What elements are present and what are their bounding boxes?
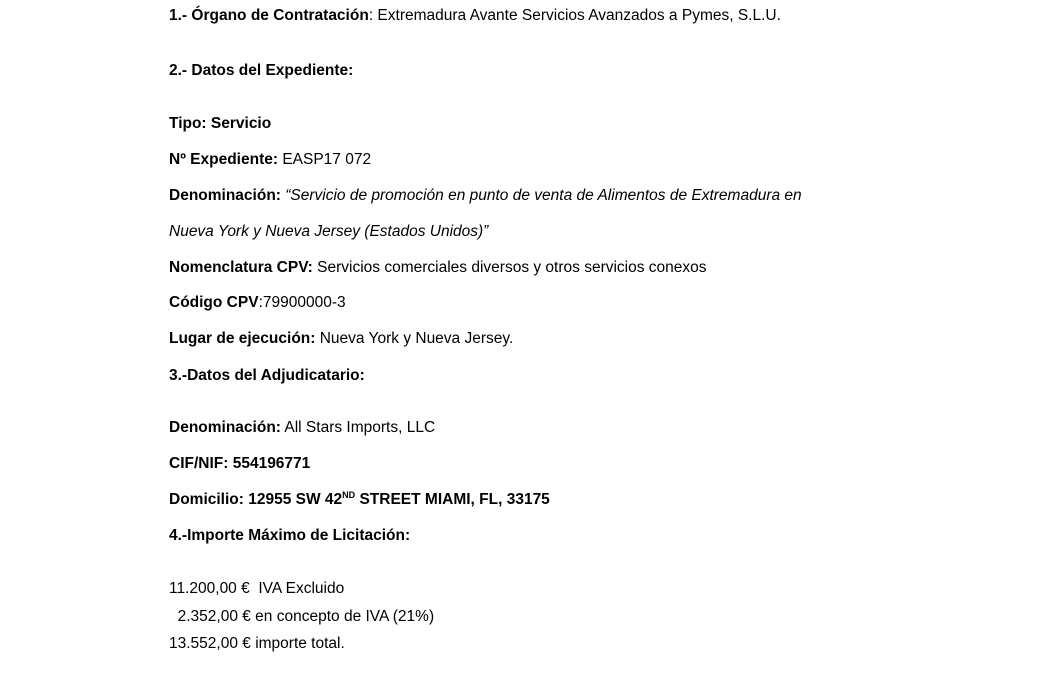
codigo-cpv-value: :79900000-3 <box>258 294 346 311</box>
nomenclatura-cpv-value: Servicios comerciales diversos y otros servicios conexos <box>312 259 707 276</box>
denominacion-line-2: Nueva York y Nueva Jersey (Estados Unidos)” <box>169 223 489 240</box>
expediente-line <box>169 150 371 170</box>
domicilio-text-start: Domicilio: 12955 SW 42 <box>169 491 343 508</box>
cif-nif-line: CIF/NIF: 554196771 <box>169 455 311 472</box>
organo-contratacion-value: : Extremadura Avante Servicios Avanzados a Pymes, S.L.U. <box>368 7 781 24</box>
datos-adjudicatario-heading: 3.-Datos del Adjudicatario: <box>169 367 365 384</box>
codigo-cpv-label: Código CPV <box>169 294 259 311</box>
domicilio-line <box>169 490 550 510</box>
importe-iva-line: 2.352,00 € en concepto de IVA (21%) <box>169 608 435 625</box>
nomenclatura-cpv-line <box>169 258 707 278</box>
domicilio-ordinal-sup: ND <box>342 489 356 500</box>
expediente-value: EASP17 072 <box>278 151 372 168</box>
adjudicatario-denominacion-value: All Stars Imports, LLC <box>280 419 436 436</box>
adjudicatario-denominacion-label: Denominación: <box>169 419 281 436</box>
datos-expediente-heading: 2.- Datos del Expediente: <box>169 62 354 79</box>
domicilio-text-end: STREET MIAMI, FL, 33175 <box>355 491 550 508</box>
denominacion-label: Denominación: <box>169 187 281 204</box>
organo-contratacion-label: 1.- Órgano de Contratación <box>169 7 369 24</box>
lugar-ejecucion-label: Lugar de ejecución: <box>169 330 316 347</box>
lugar-ejecucion-value: Nueva York y Nueva Jersey. <box>315 330 514 347</box>
adjudicatario-denominacion-line <box>169 418 435 438</box>
nomenclatura-cpv-label: Nomenclatura CPV: <box>169 259 313 276</box>
importe-total-line: 13.552,00 € importe total. <box>169 635 345 652</box>
expediente-label: Nº Expediente: <box>169 151 279 168</box>
tipo-line: Tipo: Servicio <box>169 115 272 132</box>
organo-contratacion-line <box>169 6 781 26</box>
codigo-cpv-line <box>169 293 346 313</box>
importe-maximo-heading: 4.-Importe Máximo de Licitación: <box>169 527 411 544</box>
importe-iva-excluido-line: 11.200,00 € IVA Excluido <box>169 580 345 597</box>
denominacion-line-1 <box>169 186 802 206</box>
lugar-ejecucion-line <box>169 329 513 349</box>
denominacion-value-1: “Servicio de promoción en punto de venta de Alimentos de Extremadura en <box>280 187 802 204</box>
